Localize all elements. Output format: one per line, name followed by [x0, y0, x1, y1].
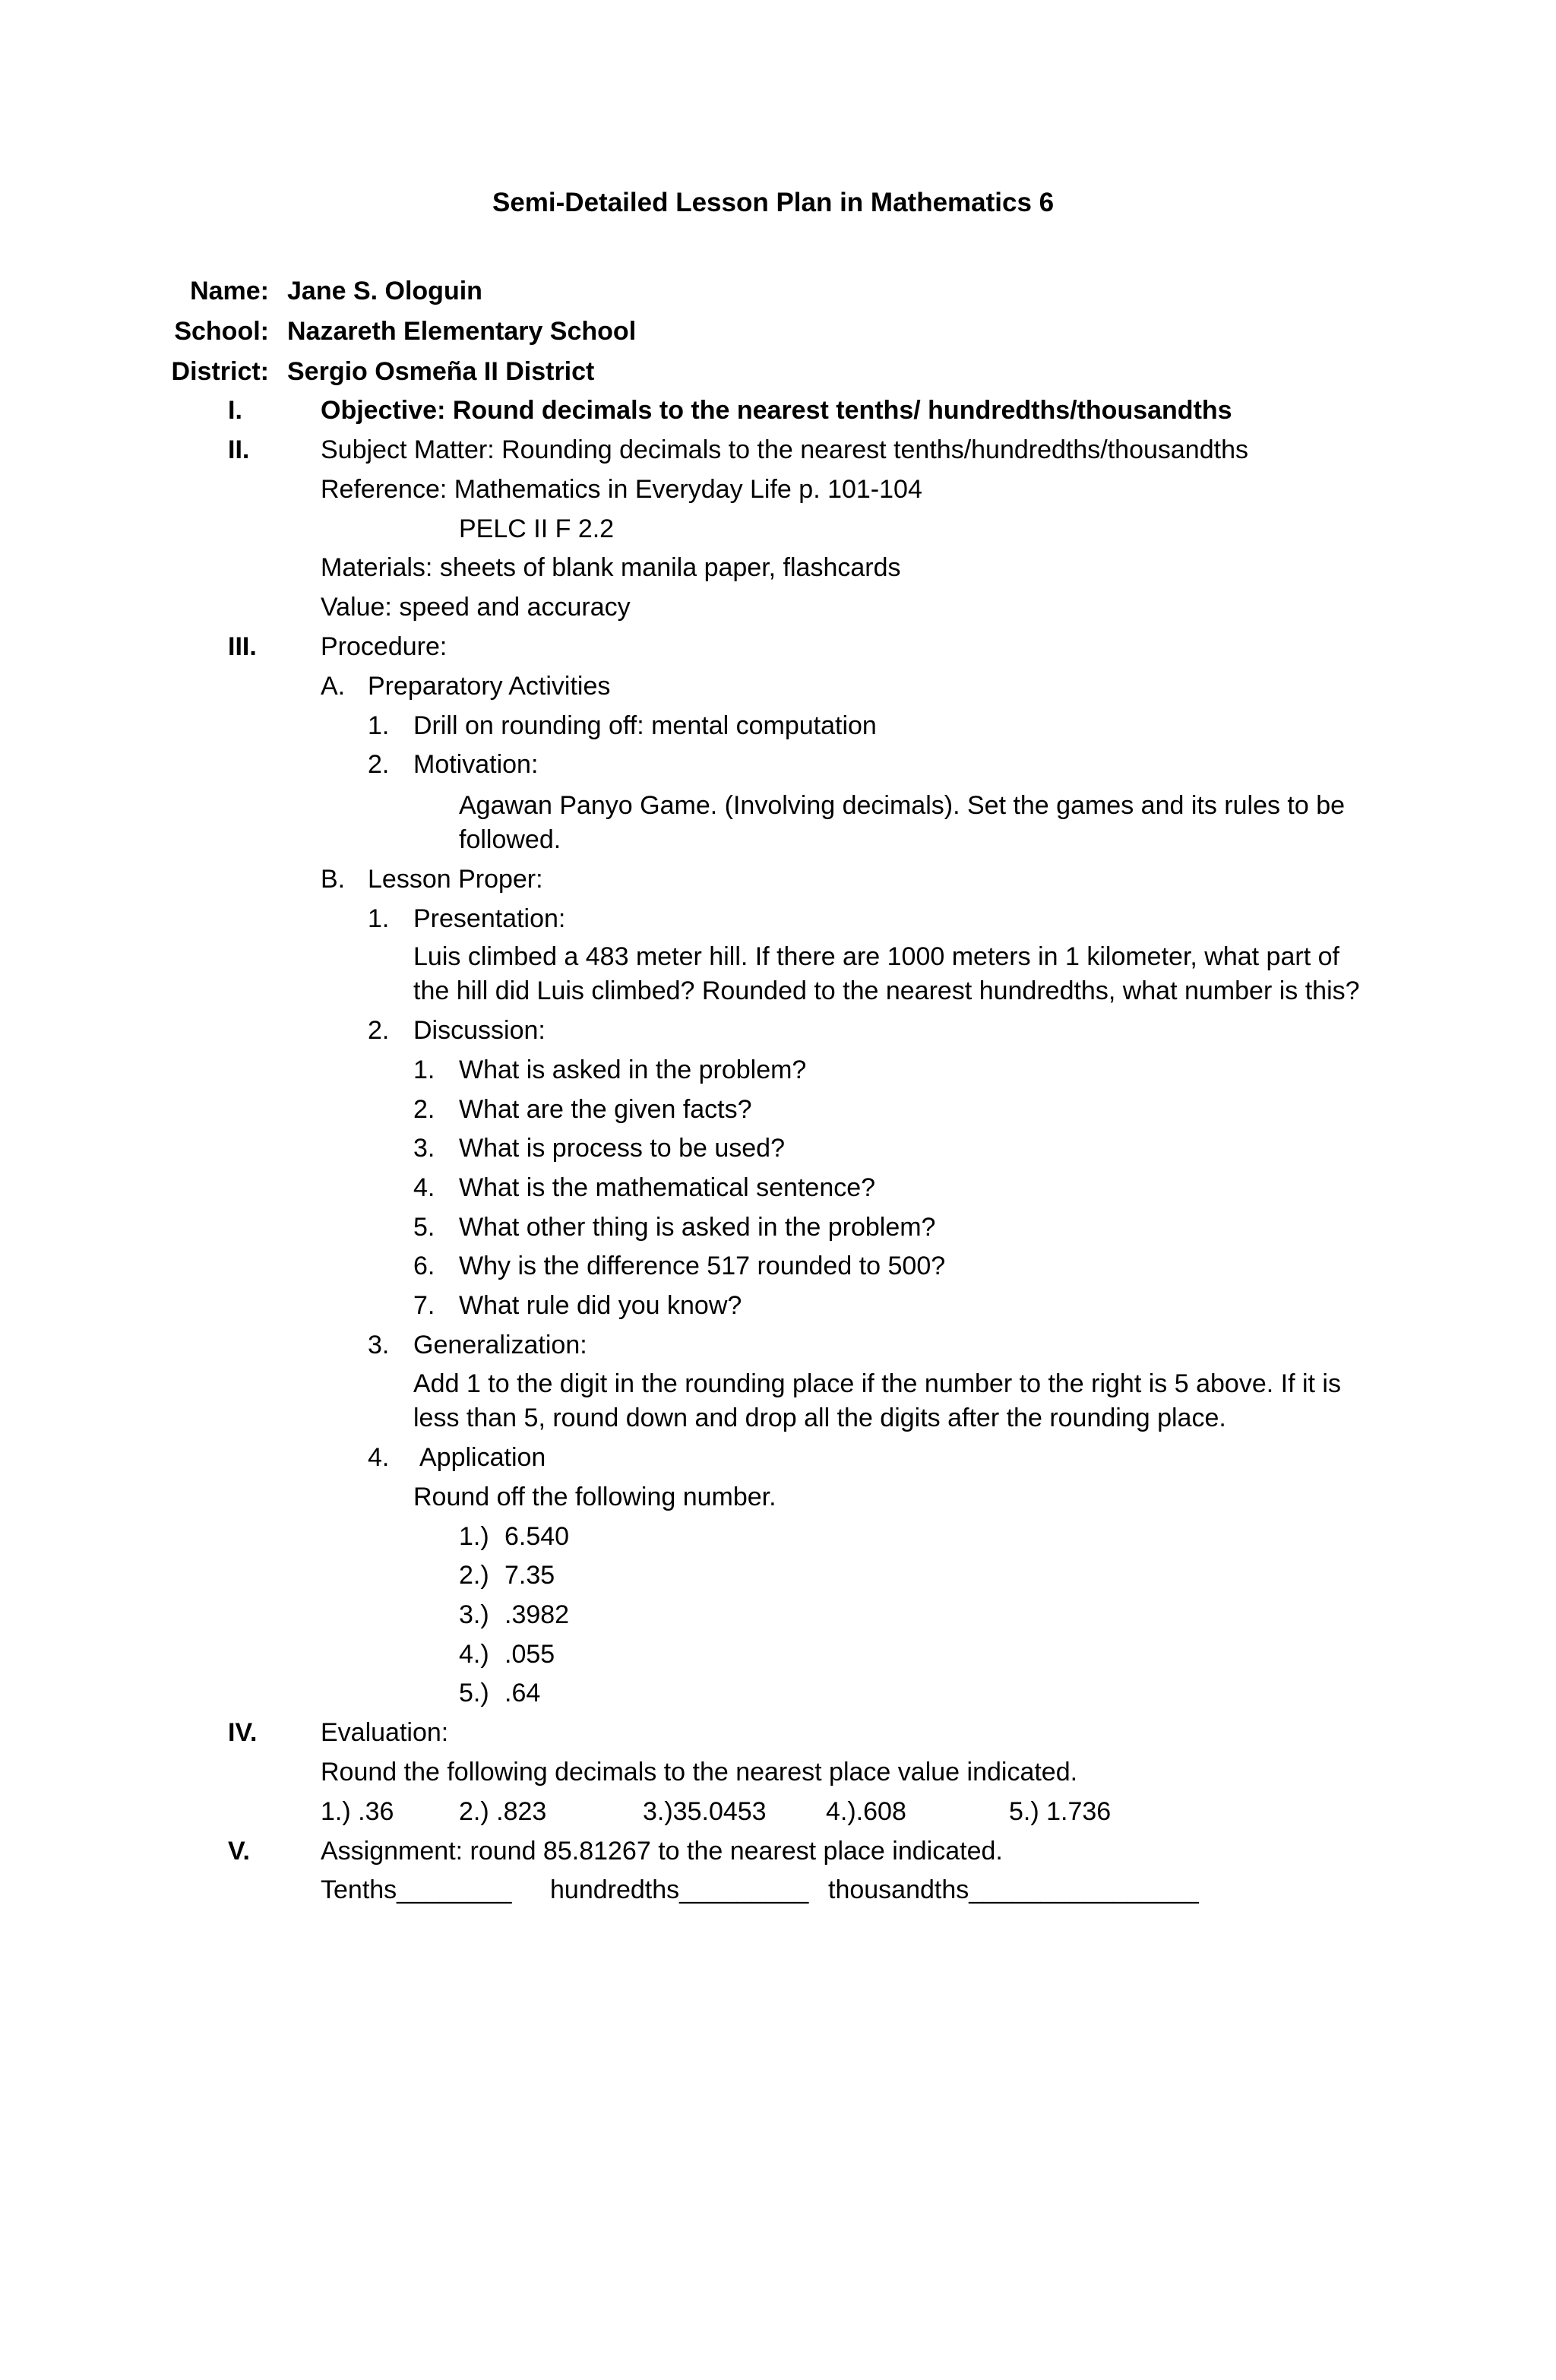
discussion-label: Discussion:	[413, 1016, 546, 1045]
subject-matter: Subject Matter: Rounding decimals to the nearest tenths/hundredths/thousandths	[321, 435, 1248, 464]
evaluation-item: 5.) 1.736	[1009, 1797, 1112, 1826]
question-number: 6.	[413, 1252, 435, 1280]
evaluation-item: 3.)35.0453	[643, 1797, 767, 1826]
question-number: 1.	[413, 1055, 435, 1084]
question-text: What is the mathematical sentence?	[459, 1173, 876, 1202]
application-item-number: 2.)	[459, 1561, 489, 1590]
list-number: 2.	[368, 1016, 390, 1045]
application-item-value: .64	[504, 1679, 541, 1707]
section-v-numeral: V.	[228, 1837, 251, 1866]
objective-text: Objective: Round decimals to the nearest tenths/ hundredths/thousandths	[321, 396, 1232, 425]
application-item-number: 5.)	[459, 1679, 489, 1707]
presentation-label: Presentation:	[413, 904, 566, 933]
subsection-b-letter: B.	[321, 865, 346, 894]
generalization-label: Generalization:	[413, 1331, 587, 1359]
district-label: District:	[171, 357, 269, 386]
question-number: 4.	[413, 1173, 435, 1202]
reference: Reference: Mathematics in Everyday Life p. 101-104	[321, 475, 922, 504]
application-item-value: 7.35	[504, 1561, 555, 1590]
application-item-value: .055	[504, 1640, 555, 1669]
section-ii-numeral: II.	[228, 435, 250, 464]
presentation-line: Luis climbed a 483 meter hill. If there are 1000 meters in 1 kilometer, what part of	[413, 942, 1339, 971]
list-number: 2.	[368, 750, 390, 779]
application-label: Application	[419, 1443, 546, 1472]
evaluation-item: 2.) .823	[459, 1797, 547, 1826]
school-value: Nazareth Elementary School	[287, 317, 637, 346]
procedure-label: Procedure:	[321, 632, 448, 661]
name-value: Jane S. Ologuin	[287, 277, 482, 305]
presentation-line: the hill did Luis climbed? Rounded to the nearest hundredths, what number is this?	[413, 976, 1360, 1005]
thousandths-blank: thousandths________________	[828, 1875, 1199, 1904]
preparatory-activities: Preparatory Activities	[368, 672, 611, 701]
drill-text: Drill on rounding off: mental computation	[413, 711, 877, 740]
list-number: 1.	[368, 711, 390, 740]
motivation-line: followed.	[459, 825, 561, 854]
motivation-line: Agawan Panyo Game. (Involving decimals). Set the games and its rules to be	[459, 791, 1346, 820]
lesson-proper: Lesson Proper:	[368, 865, 543, 894]
assignment-text: Assignment: round 85.81267 to the nearest place indicated.	[321, 1837, 1003, 1866]
question-number: 5.	[413, 1213, 435, 1242]
pelc-code: PELC II F 2.2	[459, 514, 615, 543]
generalization-line: Add 1 to the digit in the rounding place if the number to the right is 5 above. If it is	[413, 1369, 1341, 1398]
question-text: What are the given facts?	[459, 1095, 752, 1124]
question-number: 2.	[413, 1095, 435, 1124]
list-number: 4.	[368, 1443, 390, 1472]
district-value: Sergio Osmeña II District	[287, 357, 595, 386]
application-intro: Round off the following number.	[413, 1483, 776, 1511]
generalization-line: less than 5, round down and drop all the digits after the rounding place.	[413, 1404, 1226, 1432]
question-text: Why is the difference 517 rounded to 500?	[459, 1252, 946, 1280]
section-i-numeral: I.	[228, 396, 242, 425]
section-iii-numeral: III.	[228, 632, 257, 661]
subsection-a-letter: A.	[321, 672, 346, 701]
question-number: 3.	[413, 1134, 435, 1163]
name-label: Name:	[190, 277, 269, 305]
question-text: What rule did you know?	[459, 1291, 742, 1320]
question-text: What other thing is asked in the problem?	[459, 1213, 936, 1242]
evaluation-instruction: Round the following decimals to the nearest place value indicated.	[321, 1758, 1078, 1787]
motivation-label: Motivation:	[413, 750, 539, 779]
question-text: What is asked in the problem?	[459, 1055, 807, 1084]
application-item-value: 6.540	[504, 1522, 570, 1551]
materials: Materials: sheets of blank manila paper, flashcards	[321, 553, 901, 582]
application-item-number: 3.)	[459, 1600, 489, 1629]
list-number: 1.	[368, 904, 390, 933]
list-number: 3.	[368, 1331, 390, 1359]
school-label: School:	[174, 317, 269, 346]
evaluation-label: Evaluation:	[321, 1718, 449, 1747]
page-title: Semi-Detailed Lesson Plan in Mathematics 6	[492, 188, 1055, 217]
value: Value: speed and accuracy	[321, 593, 631, 622]
application-item-number: 1.)	[459, 1522, 489, 1551]
question-number: 7.	[413, 1291, 435, 1320]
question-text: What is process to be used?	[459, 1134, 786, 1163]
hundredths-blank: hundredths_________	[550, 1875, 809, 1904]
tenths-blank: Tenths________	[321, 1875, 512, 1904]
application-item-number: 4.)	[459, 1640, 489, 1669]
section-iv-numeral: IV.	[228, 1718, 258, 1747]
application-item-value: .3982	[504, 1600, 570, 1629]
evaluation-item: 1.) .36	[321, 1797, 394, 1826]
evaluation-item: 4.).608	[826, 1797, 906, 1826]
